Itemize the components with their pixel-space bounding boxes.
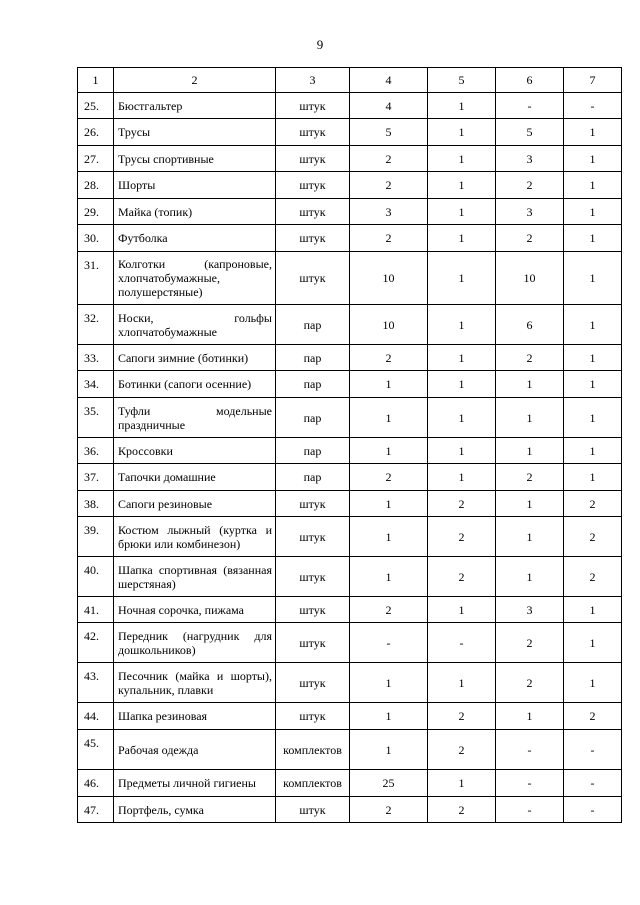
col4-value-cell: 2 [350, 345, 428, 371]
row-number-cell: 40. [78, 557, 114, 597]
col7-value-cell: 1 [564, 398, 622, 438]
col5-value-cell: 1 [428, 398, 496, 438]
col4-value-cell: 4 [350, 93, 428, 119]
item-name-cell: Майка (топик) [114, 199, 276, 225]
unit-cell: штук [276, 252, 350, 305]
unit-cell: штук [276, 517, 350, 557]
item-name-cell: Шапка спортивная (вязанная шерстяная) [114, 557, 276, 597]
row-number-cell: 27. [78, 146, 114, 172]
unit-cell: пар [276, 398, 350, 438]
table-row [78, 172, 622, 199]
col5-value-cell: 1 [428, 464, 496, 491]
item-name-cell: Трусы спортивные [114, 146, 276, 172]
col7-value-cell: 1 [564, 252, 622, 305]
item-name-cell: Портфель, сумка [114, 797, 276, 823]
col6-value-cell: 2 [496, 225, 564, 252]
col5-value-cell: 1 [428, 252, 496, 305]
table-row [78, 663, 622, 703]
row-number-cell: 36. [78, 438, 114, 464]
item-name-cell: Колготки (капроновые, хлопчатобумажные, полушерстяные) [114, 252, 276, 305]
table-row [78, 438, 622, 464]
item-name-cell: Предметы личной гигиены [114, 770, 276, 797]
item-name-cell: Сапоги резиновые [114, 491, 276, 517]
item-name-cell: Сапоги зимние (ботинки) [114, 345, 276, 371]
item-name-cell: Кроссовки [114, 438, 276, 464]
col7-value-cell: 1 [564, 464, 622, 491]
table-row [78, 623, 622, 663]
row-number-cell: 44. [78, 703, 114, 730]
table-row [78, 730, 622, 770]
item-name-cell: Трусы [114, 119, 276, 146]
header-cell: 7 [564, 68, 622, 93]
row-number-cell: 30. [78, 225, 114, 252]
col4-value-cell: 5 [350, 119, 428, 146]
unit-cell: штук [276, 797, 350, 823]
table-row [78, 464, 622, 491]
item-name-cell: Шорты [114, 172, 276, 199]
item-name-cell: Носки, гольфы хлопчатобумажные [114, 305, 276, 345]
col5-value-cell: 1 [428, 119, 496, 146]
col4-value-cell: 1 [350, 663, 428, 703]
clothing-norms-table [77, 67, 622, 823]
col4-value-cell: 3 [350, 199, 428, 225]
item-name-cell: Тапочки домашние [114, 464, 276, 491]
col7-value-cell: 1 [564, 345, 622, 371]
col4-value-cell: 1 [350, 703, 428, 730]
table-row [78, 517, 622, 557]
table-row [78, 146, 622, 172]
col5-value-cell: 1 [428, 93, 496, 119]
col6-value-cell: 1 [496, 517, 564, 557]
row-number-cell: 46. [78, 770, 114, 797]
col7-value-cell: 1 [564, 623, 622, 663]
item-name-cell: Футболка [114, 225, 276, 252]
unit-cell: комплектов [276, 770, 350, 797]
col6-value-cell: - [496, 770, 564, 797]
col6-value-cell: 5 [496, 119, 564, 146]
table-row [78, 225, 622, 252]
unit-cell: штук [276, 93, 350, 119]
col6-value-cell: 1 [496, 398, 564, 438]
table-row [78, 398, 622, 438]
row-number-cell: 39. [78, 517, 114, 557]
item-name-cell: Рабочая одежда [114, 730, 276, 770]
col6-value-cell: 1 [496, 557, 564, 597]
unit-cell: пар [276, 305, 350, 345]
item-name-cell: Бюстгальтер [114, 93, 276, 119]
header-cell: 6 [496, 68, 564, 93]
unit-cell: штук [276, 199, 350, 225]
header-cell: 3 [276, 68, 350, 93]
col4-value-cell: 10 [350, 252, 428, 305]
col7-value-cell: 1 [564, 371, 622, 398]
col5-value-cell: 1 [428, 146, 496, 172]
item-name-cell: Песочник (майка и шорты), купальник, плавки [114, 663, 276, 703]
col6-value-cell: 2 [496, 663, 564, 703]
item-name-cell: Ночная сорочка, пижама [114, 597, 276, 623]
unit-cell: штук [276, 623, 350, 663]
col5-value-cell: 1 [428, 345, 496, 371]
header-cell: 2 [114, 68, 276, 93]
table-body [78, 68, 622, 823]
item-name-cell: Костюм лыжный (куртка и брюки или комбинезон) [114, 517, 276, 557]
table-row [78, 557, 622, 597]
col5-value-cell: 1 [428, 172, 496, 199]
unit-cell: комплектов [276, 730, 350, 770]
col6-value-cell: 2 [496, 345, 564, 371]
col5-value-cell: 1 [428, 770, 496, 797]
table-header-row [78, 68, 622, 93]
col6-value-cell: 2 [496, 464, 564, 491]
col5-value-cell: 1 [428, 438, 496, 464]
col4-value-cell: 10 [350, 305, 428, 345]
table-row [78, 491, 622, 517]
col6-value-cell: - [496, 730, 564, 770]
table-row [78, 252, 622, 305]
item-name-cell: Туфли модельные праздничные [114, 398, 276, 438]
row-number-cell: 31. [78, 252, 114, 305]
unit-cell: штук [276, 225, 350, 252]
col6-value-cell: 2 [496, 623, 564, 663]
table-row [78, 597, 622, 623]
col6-value-cell: 3 [496, 199, 564, 225]
table-row [78, 371, 622, 398]
table-row [78, 770, 622, 797]
item-name-cell: Передник (нагрудник для дошкольников) [114, 623, 276, 663]
item-name-cell: Шапка резиновая [114, 703, 276, 730]
col7-value-cell: 2 [564, 703, 622, 730]
col7-value-cell: - [564, 770, 622, 797]
col6-value-cell: 10 [496, 252, 564, 305]
col7-value-cell: 2 [564, 491, 622, 517]
col4-value-cell: 1 [350, 398, 428, 438]
header-cell: 5 [428, 68, 496, 93]
col4-value-cell: 2 [350, 172, 428, 199]
col4-value-cell: 2 [350, 797, 428, 823]
row-number-cell: 42. [78, 623, 114, 663]
col4-value-cell: 1 [350, 491, 428, 517]
page-number: 9 [316, 37, 324, 52]
col6-value-cell: - [496, 93, 564, 119]
col7-value-cell: 2 [564, 517, 622, 557]
row-number-cell: 32. [78, 305, 114, 345]
table-row [78, 119, 622, 146]
col5-value-cell: 1 [428, 371, 496, 398]
table-row [78, 797, 622, 823]
col5-value-cell: 2 [428, 491, 496, 517]
row-number-cell: 26. [78, 119, 114, 146]
row-number-cell: 34. [78, 371, 114, 398]
unit-cell: штук [276, 146, 350, 172]
col4-value-cell: 2 [350, 225, 428, 252]
table-row [78, 345, 622, 371]
col4-value-cell: 25 [350, 770, 428, 797]
row-number-cell: 35. [78, 398, 114, 438]
col5-value-cell: 1 [428, 663, 496, 703]
row-number-cell: 28. [78, 172, 114, 199]
unit-cell: штук [276, 597, 350, 623]
col7-value-cell: - [564, 730, 622, 770]
unit-cell: пар [276, 345, 350, 371]
row-number-cell: 47. [78, 797, 114, 823]
col6-value-cell: - [496, 797, 564, 823]
table-row [78, 199, 622, 225]
row-number-cell: 45. [78, 730, 114, 770]
header-cell: 4 [350, 68, 428, 93]
col4-value-cell: 1 [350, 371, 428, 398]
col7-value-cell: 1 [564, 305, 622, 345]
col4-value-cell: 1 [350, 730, 428, 770]
unit-cell: пар [276, 371, 350, 398]
unit-cell: пар [276, 438, 350, 464]
row-number-cell: 38. [78, 491, 114, 517]
col4-value-cell: 2 [350, 464, 428, 491]
item-name-cell: Ботинки (сапоги осенние) [114, 371, 276, 398]
col5-value-cell: 2 [428, 703, 496, 730]
col7-value-cell: 1 [564, 199, 622, 225]
col5-value-cell: 1 [428, 225, 496, 252]
unit-cell: штук [276, 703, 350, 730]
col4-value-cell: 1 [350, 517, 428, 557]
col4-value-cell: - [350, 623, 428, 663]
col6-value-cell: 2 [496, 172, 564, 199]
col4-value-cell: 2 [350, 146, 428, 172]
col4-value-cell: 1 [350, 438, 428, 464]
col5-value-cell: 1 [428, 305, 496, 345]
table-row [78, 703, 622, 730]
col7-value-cell: 1 [564, 663, 622, 703]
table-row [78, 93, 622, 119]
col7-value-cell: - [564, 93, 622, 119]
unit-cell: штук [276, 172, 350, 199]
col6-value-cell: 1 [496, 703, 564, 730]
col7-value-cell: 1 [564, 146, 622, 172]
col6-value-cell: 1 [496, 371, 564, 398]
col5-value-cell: 1 [428, 597, 496, 623]
row-number-cell: 25. [78, 93, 114, 119]
row-number-cell: 37. [78, 464, 114, 491]
col7-value-cell: 1 [564, 597, 622, 623]
col6-value-cell: 1 [496, 491, 564, 517]
col6-value-cell: 1 [496, 438, 564, 464]
header-cell: 1 [78, 68, 114, 93]
col6-value-cell: 3 [496, 146, 564, 172]
row-number-cell: 43. [78, 663, 114, 703]
unit-cell: пар [276, 464, 350, 491]
col5-value-cell: - [428, 623, 496, 663]
col5-value-cell: 2 [428, 797, 496, 823]
unit-cell: штук [276, 119, 350, 146]
unit-cell: штук [276, 557, 350, 597]
col7-value-cell: 2 [564, 557, 622, 597]
col5-value-cell: 2 [428, 517, 496, 557]
col6-value-cell: 3 [496, 597, 564, 623]
table-row [78, 305, 622, 345]
unit-cell: штук [276, 663, 350, 703]
row-number-cell: 29. [78, 199, 114, 225]
col7-value-cell: 1 [564, 172, 622, 199]
col7-value-cell: - [564, 797, 622, 823]
col4-value-cell: 2 [350, 597, 428, 623]
col6-value-cell: 6 [496, 305, 564, 345]
col7-value-cell: 1 [564, 438, 622, 464]
col5-value-cell: 2 [428, 730, 496, 770]
col5-value-cell: 2 [428, 557, 496, 597]
col7-value-cell: 1 [564, 119, 622, 146]
col4-value-cell: 1 [350, 557, 428, 597]
row-number-cell: 33. [78, 345, 114, 371]
row-number-cell: 41. [78, 597, 114, 623]
unit-cell: штук [276, 491, 350, 517]
col5-value-cell: 1 [428, 199, 496, 225]
col7-value-cell: 1 [564, 225, 622, 252]
